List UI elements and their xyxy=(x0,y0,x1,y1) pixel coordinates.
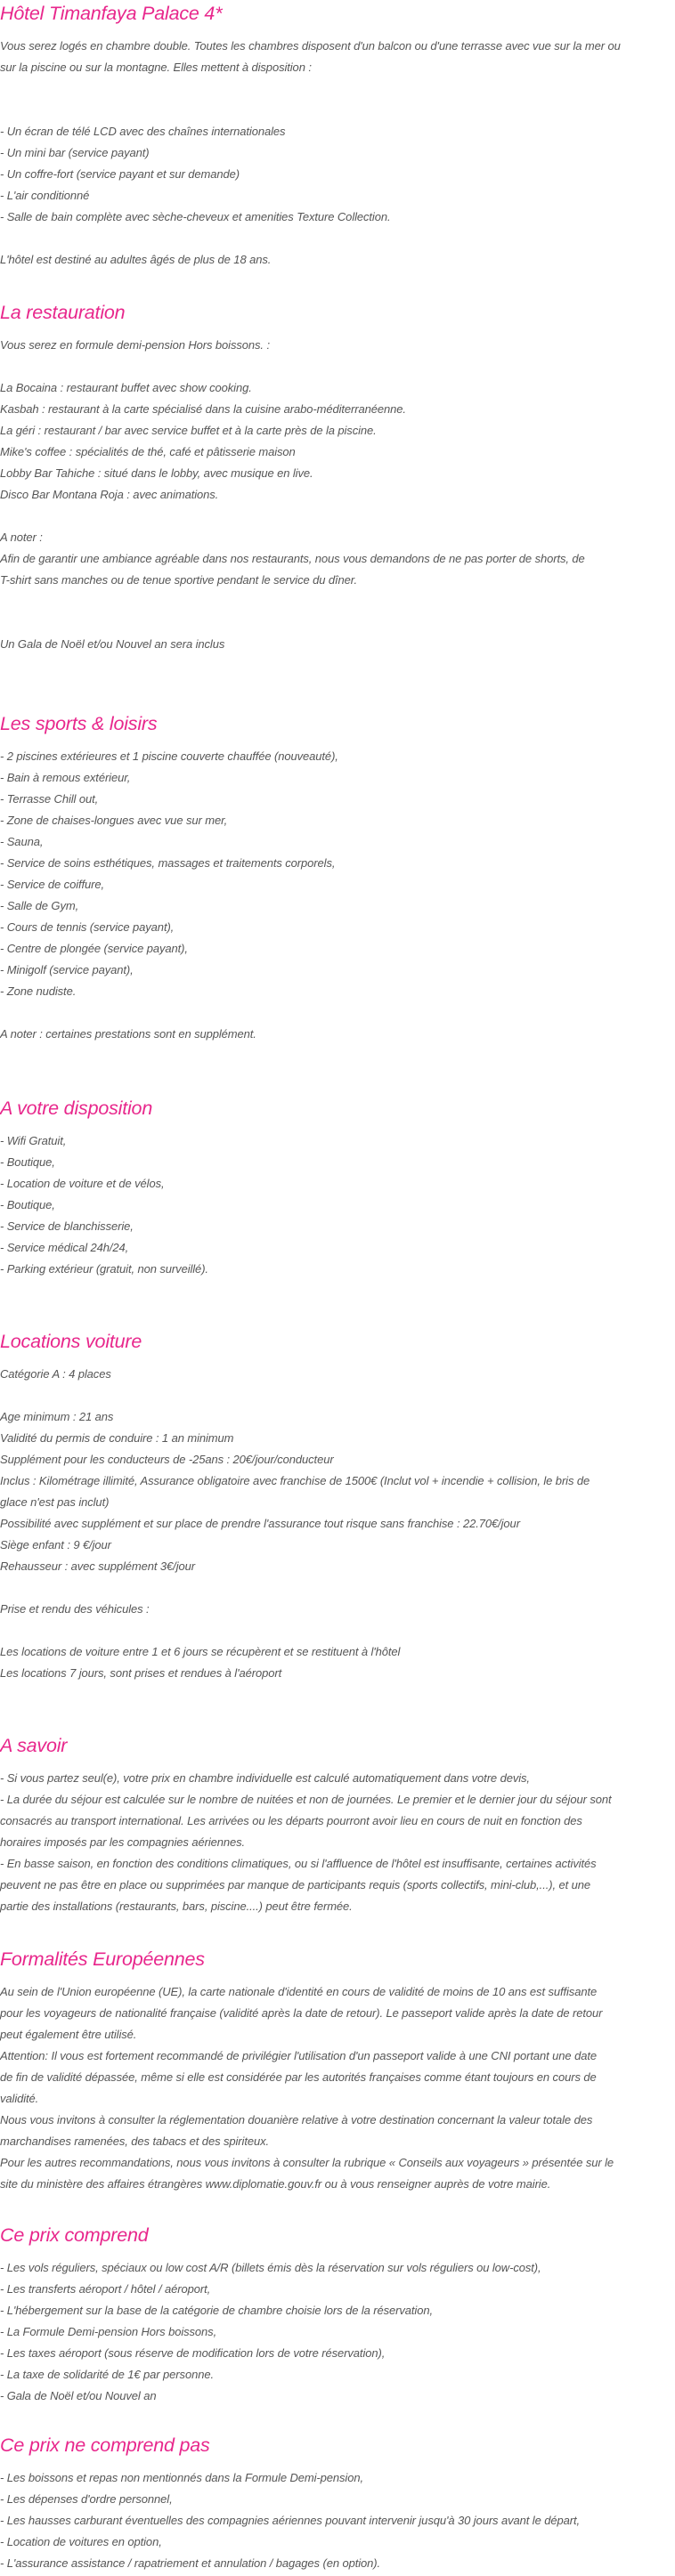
blank-line xyxy=(0,100,675,121)
section-title-hotel: Hôtel Timanfaya Palace 4* xyxy=(0,3,223,24)
text-line: - Zone de chaises-longues avec vue sur mer, xyxy=(0,814,228,827)
text-line: - La durée du séjour est calculée sur le nombre de nuitées et non de journées. Le premier et le dernier jour du séjour sont xyxy=(0,1793,612,1806)
text-line: partie des installations (restaurants, bars, piscine....) peut être fermée. xyxy=(0,1900,353,1913)
text-line: Disco Bar Montana Roja : avec animations. xyxy=(0,488,219,501)
text-line: L'hôtel est destiné au adultes âgés de plus de 18 ans. xyxy=(0,253,272,266)
text-line: - Gala de Noël et/ou Nouvel an xyxy=(0,2389,157,2402)
text-line: La géri : restaurant / bar avec service buffet et à la carte près de la piscine. xyxy=(0,424,377,437)
text-line: sur la piscine ou sur la montagne. Elles mettent à disposition : xyxy=(0,61,312,74)
text-line: Mike's coffee : spécialités de thé, café et pâtisserie maison xyxy=(0,445,296,458)
text-line: - Salle de Gym, xyxy=(0,899,79,912)
text-line: - Wifi Gratuit, xyxy=(0,1134,67,1147)
text-line: Siège enfant : 9 €/jour xyxy=(0,1538,111,1551)
text-line: - Les vols réguliers, spéciaux ou low cost A/R (billets émis dès la réservation sur vols réguliers ou low-cost), xyxy=(0,2261,541,2274)
text-line: peuvent ne pas être en place ou supprimées par manque de participants requis (sports collectifs, mini-club,...), et une xyxy=(0,1878,591,1891)
text-line: pour les voyageurs de nationalité française (validité après la date de retour). Le passeport valide après la date de retour xyxy=(0,2006,603,2020)
text-line: - Service médical 24h/24, xyxy=(0,1241,129,1254)
text-line: Lobby Bar Tahiche : situé dans le lobby, avec musique en live. xyxy=(0,466,313,480)
section-body-a-savoir xyxy=(0,1768,675,1917)
text-line: Afin de garantir une ambiance agréable dans nos restaurants, nous vous demandons de ne pas porter de shorts, de xyxy=(0,552,585,565)
text-line: - Bain à remous extérieur, xyxy=(0,771,131,784)
text-line: - La Formule Demi-pension Hors boissons, xyxy=(0,2325,217,2338)
text-line: - Cours de tennis (service payant), xyxy=(0,920,175,934)
blank-line xyxy=(0,1385,675,1406)
blank-line xyxy=(0,1577,675,1599)
text-line: - Centre de plongée (service payant), xyxy=(0,942,188,955)
text-line: La Bocaina : restaurant buffet avec show cooking. xyxy=(0,381,252,394)
text-line: Age minimum : 21 ans xyxy=(0,1410,114,1423)
section-body-disposition xyxy=(0,1130,675,1280)
section-body-restauration xyxy=(0,335,675,655)
section-body-prix-comprend xyxy=(0,2257,675,2407)
blank-line xyxy=(0,228,675,249)
text-line: - Un écran de télé LCD avec des chaînes internationales xyxy=(0,125,286,138)
section-title-disposition: A votre disposition xyxy=(0,1098,153,1119)
text-line: - Les transferts aéroport / hôtel / aéroport, xyxy=(0,2282,211,2296)
section-body-sports-loisirs xyxy=(0,746,675,1045)
text-line: Prise et rendu des véhicules : xyxy=(0,1602,150,1616)
text-line: consacrés au transport international. Les arrivées ou les départs pourront avoir lieu en cours de nuit en fonction des xyxy=(0,1814,582,1827)
blank-line xyxy=(0,612,675,634)
text-line: - L'hébergement sur la base de la catégorie de chambre choisie lors de la réservation, xyxy=(0,2304,433,2317)
text-line: marchandises ramenées, des tabacs et des spiriteux. xyxy=(0,2135,270,2148)
blank-line xyxy=(0,1620,675,1641)
text-line: - Si vous partez seul(e), votre prix en chambre individuelle est calculé automatiquement dans votre devis, xyxy=(0,1771,530,1785)
section-title-restauration: La restauration xyxy=(0,302,126,323)
text-line: - L'air conditionné xyxy=(0,189,90,202)
text-line: Au sein de l'Union européenne (UE), la carte nationale d'identité en cours de validité de moins de 10 ans est suffisante xyxy=(0,1985,598,1998)
text-line: Rehausseur : avec supplément 3€/jour xyxy=(0,1559,195,1573)
text-line: Vous serez en formule demi-pension Hors boissons. : xyxy=(0,338,270,352)
blank-line xyxy=(0,78,675,100)
text-line: Les locations de voiture entre 1 et 6 jours se récupèrent et se restituent à l'hôtel xyxy=(0,1645,401,1658)
text-line: Kasbah : restaurant à la carte spécialisé dans la cuisine arabo-méditerranéenne. xyxy=(0,402,406,416)
section-title-locations-voiture: Locations voiture xyxy=(0,1331,142,1352)
blank-line xyxy=(0,356,675,377)
text-line: - Service de blanchisserie, xyxy=(0,1219,134,1233)
text-line: - L'assurance assistance / rapatriement et annulation / bagages (en option). xyxy=(0,2556,381,2570)
text-line: - Un mini bar (service payant) xyxy=(0,146,150,159)
text-line: Vous serez logés en chambre double. Toutes les chambres disposent d'un balcon ou d'une terrasse avec vue sur la mer ou xyxy=(0,39,621,53)
text-line: peut également être utilisé. xyxy=(0,2028,137,2041)
text-line: Attention: Il vous est fortement recommandé de privilégier l'utilisation d'un passeport valide à une CNI portant une date xyxy=(0,2049,597,2062)
text-line: Pour les autres recommandations, nous vous invitons à consulter la rubrique « Conseils aux voyageurs » présentée sur le xyxy=(0,2156,614,2169)
blank-line xyxy=(0,506,675,527)
blank-line xyxy=(0,1002,675,1024)
text-line: - Terrasse Chill out, xyxy=(0,792,99,806)
text-line: - Location de voiture et de vélos, xyxy=(0,1177,165,1190)
section-title-a-savoir: A savoir xyxy=(0,1735,68,1756)
text-line: - En basse saison, en fonction des conditions climatiques, ou si l'affluence de l'hôtel est insuffisante, certaines activités xyxy=(0,1857,597,1870)
section-body-hotel xyxy=(0,36,675,271)
text-line: validité. xyxy=(0,2092,39,2105)
section-title-formalites: Formalités Européennes xyxy=(0,1948,205,1970)
text-line: - Service de soins esthétiques, massages et traitements corporels, xyxy=(0,856,336,870)
text-line: - Sauna, xyxy=(0,835,44,848)
text-line: Inclus : Kilométrage illimité, Assurance obligatoire avec franchise de 1500€ (Inclut vol + incendie + collision, le bris de xyxy=(0,1474,590,1487)
text-line: - Boutique, xyxy=(0,1198,55,1211)
text-line: Supplément pour les conducteurs de -25ans : 20€/jour/conducteur xyxy=(0,1453,334,1466)
text-line: - Service de coiffure, xyxy=(0,878,105,891)
text-line: - Parking extérieur (gratuit, non surveillé). xyxy=(0,1262,208,1276)
text-line: - 2 piscines extérieures et 1 piscine couverte chauffée (nouveauté), xyxy=(0,749,338,763)
text-line: - Zone nudiste. xyxy=(0,984,77,998)
text-line: Les locations 7 jours, sont prises et rendues à l'aéroport xyxy=(0,1666,282,1680)
text-line: A noter : xyxy=(0,531,43,544)
section-body-locations-voiture xyxy=(0,1364,675,1684)
text-line: - Les hausses carburant éventuelles des compagnies aériennes pouvant intervenir jusqu'à 30 jours avant le départ, xyxy=(0,2514,580,2527)
text-line: - Salle de bain complète avec sèche-cheveux et amenities Texture Collection. xyxy=(0,210,391,223)
text-line: A noter : certaines prestations sont en supplément. xyxy=(0,1027,256,1041)
text-line: glace n'est pas inclut) xyxy=(0,1495,110,1509)
text-line: T-shirt sans manches ou de tenue sportive pendant le service du dîner. xyxy=(0,573,358,587)
text-line: horaires imposés par les compagnies aériennes. xyxy=(0,1835,246,1849)
text-line: - Les boissons et repas non mentionnés dans la Formule Demi-pension, xyxy=(0,2471,363,2484)
section-body-formalites xyxy=(0,1981,675,2195)
text-line: - Location de voitures en option, xyxy=(0,2535,162,2548)
text-line: site du ministère des affaires étrangères www.diplomatie.gouv.fr ou à vous renseigner auprès de votre mairie. xyxy=(0,2177,551,2191)
text-line: Nous vous invitons à consulter la réglementation douanière relative à votre destination concernant la valeur totale des xyxy=(0,2113,593,2126)
section-title-prix-ne-comprend-pas: Ce prix ne comprend pas xyxy=(0,2434,210,2456)
text-line: - Minigolf (service payant), xyxy=(0,963,134,976)
section-body-prix-ne-comprend-pas xyxy=(0,2467,675,2574)
text-line: Possibilité avec supplément et sur place de prendre l'assurance tout risque sans franchise : 22.70€/jour xyxy=(0,1517,520,1530)
blank-line xyxy=(0,591,675,612)
text-line: - La taxe de solidarité de 1€ par personne. xyxy=(0,2368,214,2381)
text-line: - Les taxes aéroport (sous réserve de modification lors de votre réservation), xyxy=(0,2346,386,2360)
text-line: de fin de validité dépassée, même si elle est considérée par les autorités françaises comme étant toujours en cours de xyxy=(0,2070,597,2084)
text-line: Catégorie A : 4 places xyxy=(0,1367,111,1381)
text-line: Validité du permis de conduire : 1 an minimum xyxy=(0,1431,234,1445)
section-title-sports-loisirs: Les sports & loisirs xyxy=(0,713,158,734)
text-line: Un Gala de Noël et/ou Nouvel an sera inclus xyxy=(0,637,225,651)
text-line: - Un coffre-fort (service payant et sur demande) xyxy=(0,167,240,181)
section-title-prix-comprend: Ce prix comprend xyxy=(0,2224,149,2246)
text-line: - Les dépenses d'ordre personnel, xyxy=(0,2492,173,2506)
text-line: - Boutique, xyxy=(0,1155,55,1169)
